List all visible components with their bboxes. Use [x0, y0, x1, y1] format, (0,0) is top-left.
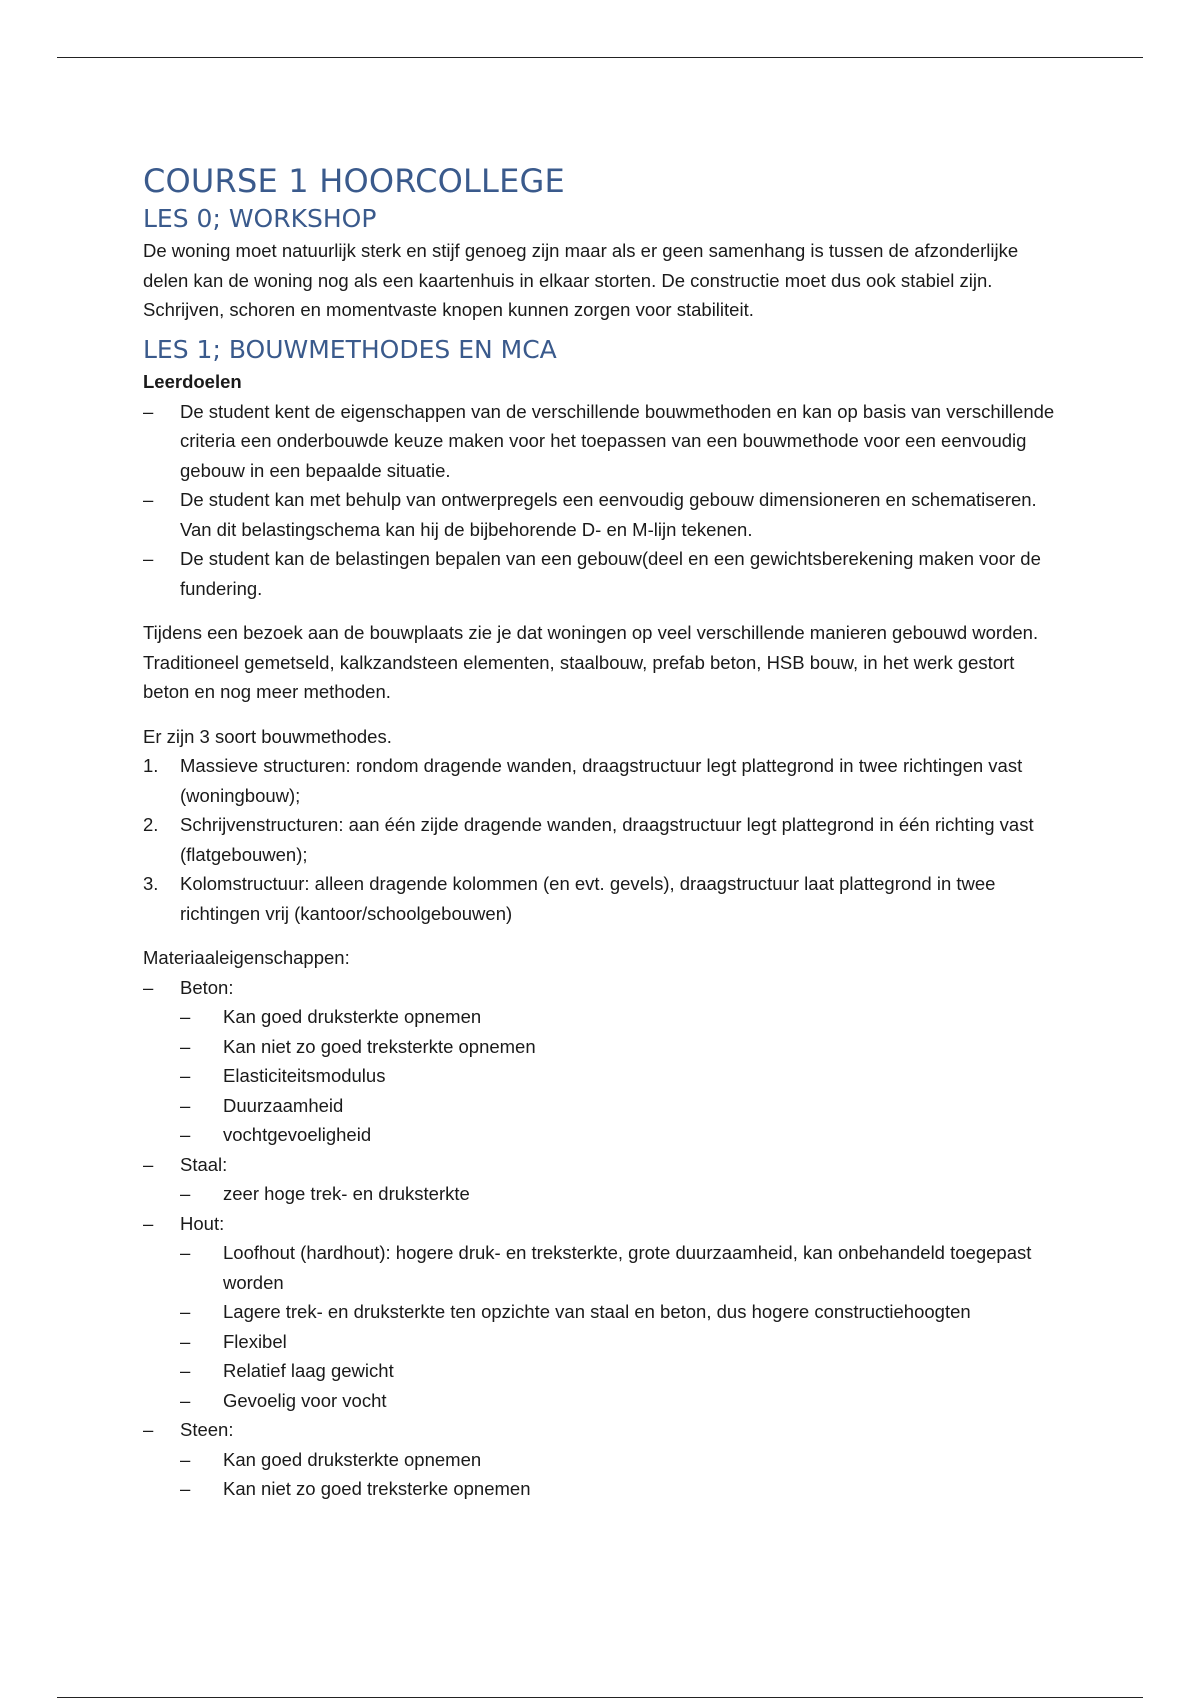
- intro-paragraph: Tijdens een bezoek aan de bouwplaats zie je dat woningen op veel verschillende manieren gebouwd worden. Traditioneel gemetseld, kalkzandsteen elementen, staalbouw, prefab beton, HSB bouw, in het werk gestort beton en nog meer methoden.: [143, 622, 1039, 702]
- bullet-marker: –: [143, 400, 154, 422]
- les0-paragraph: De woning moet natuurlijk sterk en stijf genoeg zijn maar als er geen samenhang is tussen de afzonderlijke delen kan de woning nog als een kaartenhuis in elkaar storten. De constructie moet dus ook stabiel zijn. Schrijven, schoren en momentvaste knopen kunnen zorgen voor stabiliteit.: [143, 240, 1019, 320]
- bullet-marker: –: [180, 1360, 191, 1381]
- bullet-marker: –: [180, 1124, 191, 1145]
- list-item: 2. Schrijvenstructuren: aan één zijde dragende wanden, draagstructuur legt plattegrond in één richting vast (flatgebouwen);: [143, 810, 1063, 869]
- methods-list: [143, 751, 1063, 928]
- material-item-steen: – Steen: – Kan goed druksterkte opnemen – Kan niet zo goed treksterke opnemen: [143, 1415, 1063, 1504]
- bullet-marker: –: [180, 1242, 191, 1263]
- bullet-marker: –: [180, 1094, 191, 1116]
- material-props: [180, 1238, 1063, 1415]
- list-item: – Duurzaamheid: [180, 1091, 1063, 1121]
- list-item: – De student kan met behulp van ontwerpregels een eenvoudig gebouw dimensioneren en schematiseren. Van dit belastingschema kan hij de bijbehorende D- en M-lijn tekenen.: [143, 485, 1063, 544]
- material-item-hout: – Hout: – Loofhout (hardhout): hogere druk- en treksterkte, grote duurzaamheid, kan onbehandeld toegepast worden – Lagere trek- en druksterkte ten opzichte van staal en beton, dus hogere constructiehoogten – Flexibel – Relatief laag gewicht – Gevoelig voor vocht: [143, 1209, 1063, 1416]
- material-props: [180, 1002, 1063, 1150]
- list-item: – De student kent de eigenschappen van de verschillende bouwmethoden en kan op basis van verschillende criteria een onderbouwde keuze maken voor het toepassen van een bouwmethode voor een eenvoudig gebouw in een bepaalde situatie.: [143, 397, 1063, 486]
- list-item: – Gevoelig voor vocht: [180, 1386, 1063, 1416]
- bullet-marker: –: [180, 1301, 191, 1322]
- list-item: – Kan niet zo goed treksterkte opnemen: [180, 1032, 1063, 1062]
- document-page: [143, 160, 1063, 1504]
- section-heading-les0: LES 0; WORKSHOP: [143, 204, 377, 233]
- list-item: – zeer hoge trek- en druksterkte: [180, 1179, 1063, 1209]
- list-item: – Loofhout (hardhout): hogere druk- en treksterkte, grote duurzaamheid, kan onbehandeld toegepast worden: [180, 1238, 1063, 1297]
- materials-label: Materiaaleigenschappen:: [143, 947, 350, 968]
- methods-label: Er zijn 3 soort bouwmethodes.: [143, 725, 392, 747]
- list-number: 1.: [143, 755, 159, 776]
- bullet-marker: –: [180, 1330, 191, 1352]
- goals-list: [143, 397, 1063, 604]
- list-item: – vochtgevoeligheid: [180, 1120, 1063, 1150]
- goals-label: Leerdoelen: [143, 370, 242, 392]
- bullet-marker: –: [143, 489, 154, 510]
- bullet-marker: –: [180, 1389, 191, 1411]
- material-props: [180, 1445, 1063, 1504]
- section-heading-les1: LES 1; BOUWMETHODES EN MCA: [143, 334, 557, 364]
- list-item: – Kan goed druksterkte opnemen: [180, 1445, 1063, 1475]
- list-item: – Kan goed druksterkte opnemen: [180, 1002, 1063, 1032]
- bullet-marker: –: [180, 1065, 191, 1086]
- list-item: – Kan niet zo goed treksterke opnemen: [180, 1474, 1063, 1504]
- bullet-marker: –: [143, 976, 154, 998]
- list-number: 2.: [143, 814, 159, 835]
- list-item: – De student kan de belastingen bepalen van een gebouw(deel en een gewichtsberekening maken voor de fundering.: [143, 544, 1063, 603]
- bullet-marker: –: [180, 1035, 191, 1057]
- bullet-marker: –: [180, 1006, 191, 1027]
- list-item: – Relatief laag gewicht: [180, 1356, 1063, 1386]
- bullet-marker: –: [143, 1153, 154, 1175]
- materials-list: [143, 973, 1063, 1504]
- bullet-marker: –: [143, 548, 154, 569]
- header-rule: [57, 57, 1143, 58]
- bullet-marker: –: [180, 1183, 191, 1204]
- list-number: 3.: [143, 873, 159, 894]
- list-item: – Elasticiteitsmodulus: [180, 1061, 1063, 1091]
- material-item-staal: – Staal: – zeer hoge trek- en druksterkte: [143, 1150, 1063, 1209]
- list-item: – Flexibel: [180, 1327, 1063, 1357]
- material-props: [180, 1179, 1063, 1209]
- bullet-marker: –: [143, 1419, 154, 1440]
- bullet-marker: –: [180, 1448, 191, 1470]
- document-title: COURSE 1 HOORCOLLEGE: [143, 162, 565, 200]
- list-item: 3. Kolomstructuur: alleen dragende kolommen (en evt. gevels), draagstructuur laat plattegrond in twee richtingen vrij (kantoor/schoolgebouwen): [143, 869, 1063, 928]
- footer-rule: [57, 1697, 1143, 1698]
- bullet-marker: –: [180, 1478, 191, 1499]
- bullet-marker: –: [143, 1212, 154, 1234]
- list-item: – Lagere trek- en druksterkte ten opzichte van staal en beton, dus hogere constructiehoogten: [180, 1297, 1063, 1327]
- list-item: 1. Massieve structuren: rondom dragende wanden, draagstructuur legt plattegrond in twee richtingen vast (woningbouw);: [143, 751, 1063, 810]
- material-item-beton: – Beton: – Kan goed druksterkte opnemen – Kan niet zo goed treksterkte opnemen – Elasticiteitsmodulus – Duurzaamheid – vochtgevoeligheid: [143, 973, 1063, 1150]
